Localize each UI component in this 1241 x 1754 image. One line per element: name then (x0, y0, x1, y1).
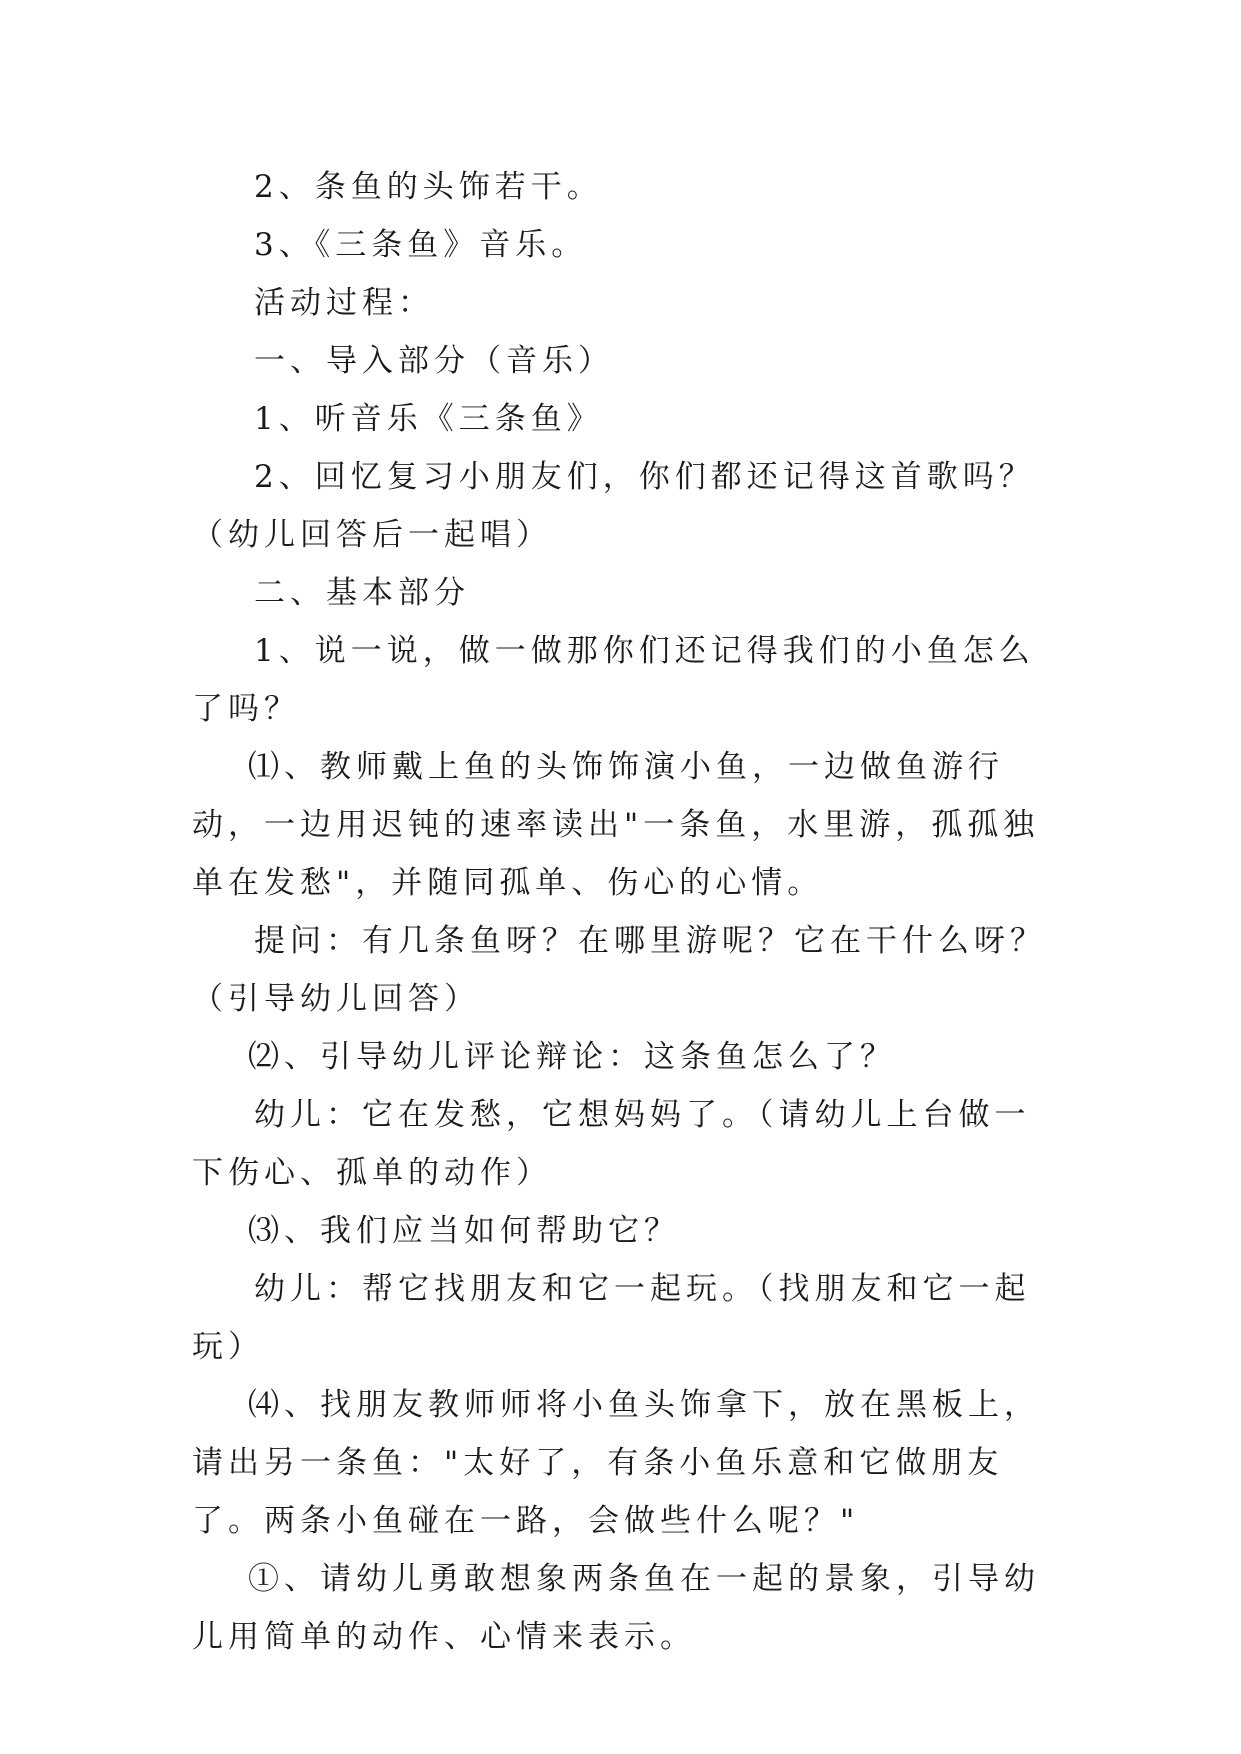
paragraph-say-do: 1、说一说，做一做那你们还记得我们的小鱼怎么了吗？ (192, 633, 1035, 727)
document-body (192, 158, 1052, 1666)
paragraph-materials-3: 3、《三条鱼》音乐。 (254, 227, 588, 263)
paragraph-question: 提问：有几条鱼呀？在哪里游呢？它在干什么呀？（引导幼儿回答） (192, 923, 1046, 1017)
paragraph-child-answer-2: 幼儿：帮它找朋友和它一起玩。（找朋友和它一起玩） (192, 1271, 1031, 1365)
paragraph-step-1: ⑴、教师戴上鱼的头饰饰演小鱼，一边做鱼游行动，一边用迟钝的速率读出"一条鱼，水里游，孤孤独单在发愁"，并随同孤单、伤心的心情。 (192, 749, 1040, 901)
paragraph-section-1-heading: 一、导入部分（音乐） (254, 343, 614, 379)
paragraph-child-answer-1: 幼儿：它在发愁，它想妈妈了。（请幼儿上台做一下伤心、孤单的动作） (192, 1097, 1031, 1191)
paragraph-materials-2: 2、条鱼的头饰若干。 (254, 169, 603, 205)
paragraph-section-2-heading: 二、基本部分 (254, 575, 470, 611)
paragraph-review: 2、回忆复习小朋友们，你们都还记得这首歌吗？（幼儿回答后一起唱） (192, 459, 1035, 553)
paragraph-substep-1: ①、请幼儿勇敢想象两条鱼在一起的景象，引导幼儿用简单的动作、心情来表示。 (192, 1561, 1040, 1655)
paragraph-step-2: ⑵、引导幼儿评论辩论：这条鱼怎么了？ (248, 1039, 896, 1075)
paragraph-step-3: ⑶、我们应当如何帮助它？ (248, 1213, 680, 1249)
paragraph-step-4: ⑷、找朋友教师师将小鱼头饰拿下，放在黑板上，请出另一条鱼："太好了，有条小鱼乐意和它做朋友了。两条小鱼碰在一路，会做些什么呢？" (192, 1387, 1040, 1539)
paragraph-activity-heading: 活动过程： (254, 285, 434, 321)
paragraph-listen-music: 1、听音乐《三条鱼》 (254, 401, 603, 437)
